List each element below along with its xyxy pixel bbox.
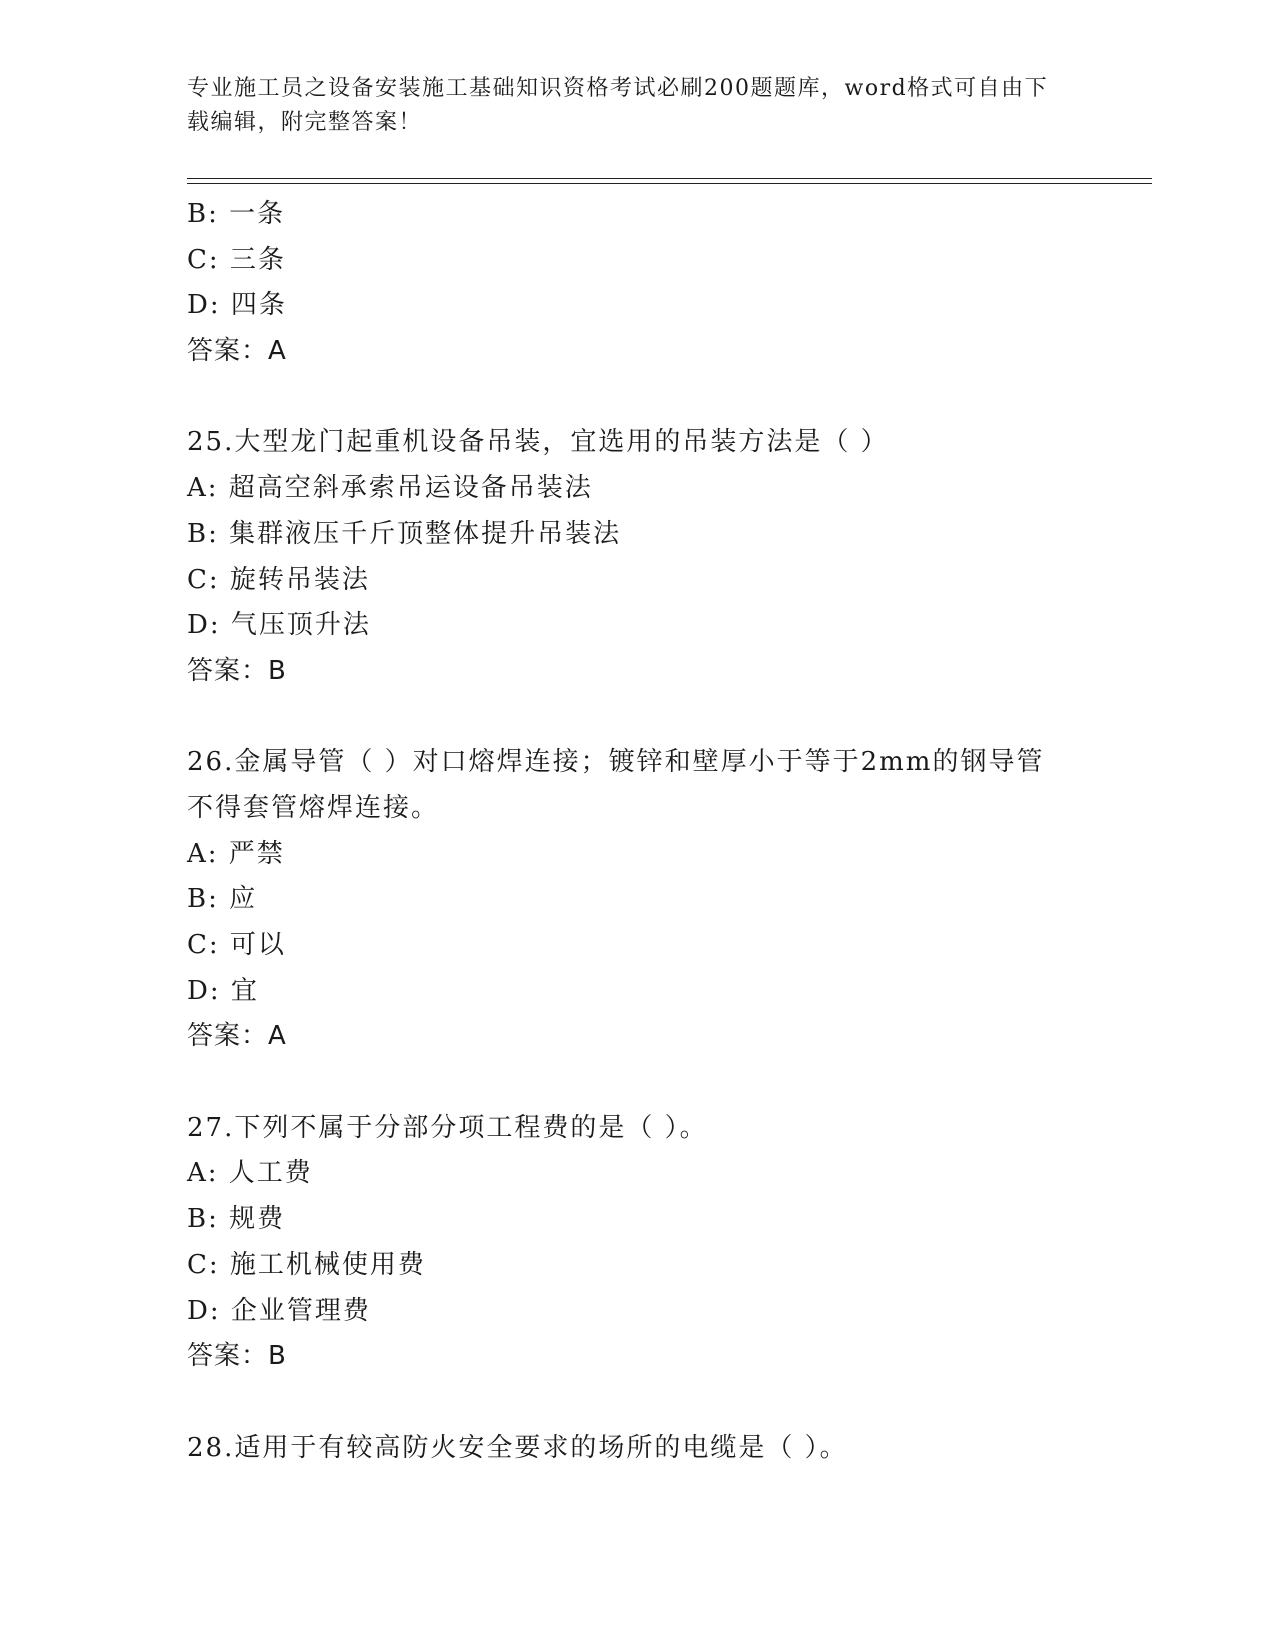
spacer	[187, 695, 1087, 741]
question-text: 28.适用于有较高防火安全要求的场所的电缆是（ ）。	[187, 1432, 848, 1463]
answer-line: 答案：A	[187, 1021, 287, 1052]
option-c: C: 三条	[187, 244, 286, 275]
question-text: 27.下列不属于分部分项工程费的是（ ）。	[187, 1112, 708, 1143]
spacer	[187, 375, 1087, 421]
option-c: C: 施工机械使用费	[187, 1249, 426, 1280]
question-text-line-1: 26.金属导管（ ）对口熔焊连接；镀锌和壁厚小于等于2mm的钢导管	[187, 747, 1045, 778]
option-b: B: 应	[187, 884, 258, 915]
spacer	[187, 1060, 1087, 1106]
spacer	[187, 1380, 1087, 1426]
option-d: D: 宜	[187, 975, 259, 1006]
question-26	[187, 740, 1087, 1060]
question-27	[187, 1106, 1087, 1380]
document-header	[187, 72, 1067, 140]
option-c: C: 可以	[187, 930, 286, 960]
option-d: D: 企业管理费	[187, 1295, 371, 1326]
option-c: C: 旋转吊装法	[187, 564, 370, 595]
header-rule-bottom	[187, 183, 1152, 184]
answer-line: 答案：B	[187, 655, 287, 686]
question-list	[187, 192, 1087, 1471]
question-28	[187, 1426, 1087, 1472]
option-a: A: 超高空斜承索吊运设备吊装法	[187, 473, 593, 504]
answer-line: 答案：B	[187, 1341, 287, 1372]
option-b: B: 集群液压千斤顶整体提升吊装法	[187, 518, 622, 549]
header-title: 专业施工员之设备安装施工基础知识资格考试必刷200题题库，word格式可自由下载编辑，附完整答案！	[187, 76, 1049, 135]
option-d: D: 气压顶升法	[187, 610, 371, 641]
question-text-line-2: 不得套管熔焊连接。	[187, 792, 440, 823]
header-rule-top	[187, 178, 1152, 179]
option-b: B: 规费	[187, 1204, 286, 1235]
question-25	[187, 420, 1087, 694]
question-24-tail	[187, 192, 1087, 375]
option-d: D: 四条	[187, 290, 287, 321]
option-b: B: 一条	[187, 199, 286, 229]
option-a: A: 严禁	[187, 838, 285, 869]
question-text: 25.大型龙门起重机设备吊装，宜选用的吊装方法是（ ）	[187, 427, 889, 458]
option-a: A: 人工费	[187, 1158, 313, 1189]
answer-line: 答案：A	[187, 336, 287, 367]
